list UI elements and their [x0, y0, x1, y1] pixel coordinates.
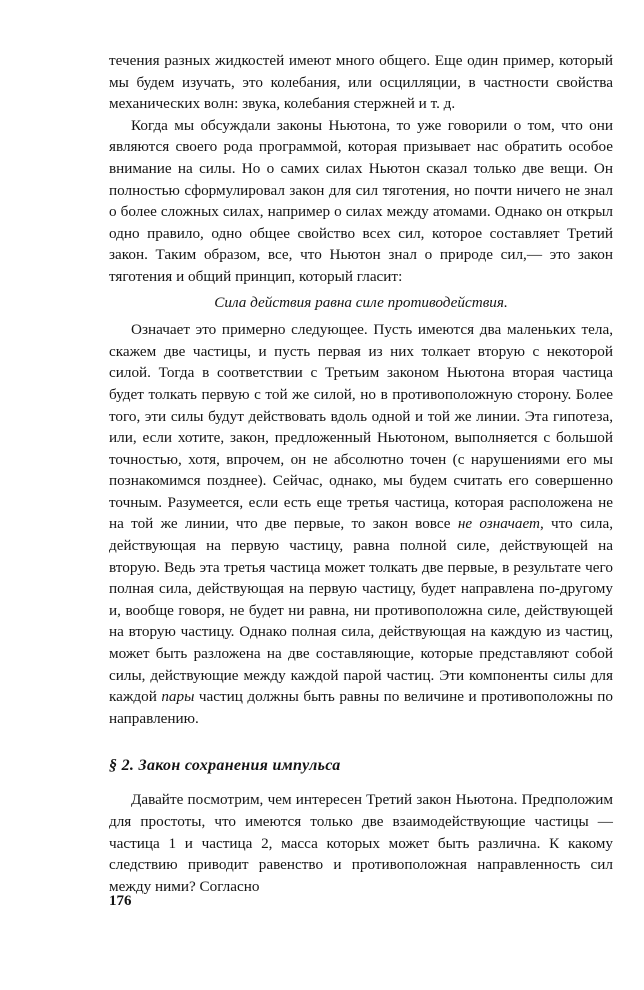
text-run: , что сила, действующая на первую частицу, равна полной силе, действующей на вторую. Ведь эта третья частица может толкать две первые, в результате чего полная сила, действующая на первую частицу, будет направлена по-другому и, вообще говоря, не будет ни равна, ни противоположна силе, действующей на вторую частицу. Однако полная сила, действующая на каждую из частиц, может быть разложена на две составляющие, которые представляют собой силы, действующие между каждой парой частиц. Эти компоненты силы для каждой [109, 515, 613, 706]
third-law-quote: Сила действия равна силе противодействия. [214, 293, 508, 311]
page-number: 176 [109, 893, 132, 909]
text-run: Означает это примерно следующее. Пусть имеются два маленьких тела, скажем две частицы, и пусть первая из них толкает вторую с некоторой силой. Тогда в соответствии с Третьим законом Ньютона вторая частица будет толкать первую с той же силой, но в противоположную сторону. Более того, эти силы будут действовать вдоль одной и той же линии. Эта гипотеза, или, если хотите, закон, предложенный Ньютоном, выполняется с большой точностью, хотя, впрочем, он не абсолютно точен (с нарушениями его мы познакомимся позднее). Сейчас, однако, мы будем считать его совершенно точным. Разумеется, если есть еще третья частица, которая расположена не на той же линии, что две первые, то закон вовсе [109, 321, 613, 533]
emphasis-pairs: пары [161, 688, 195, 706]
paragraph-momentum-intro: Давайте посмотрим, чем интересен Третий закон Ньютона. Предположим для простоты, что имеются только две взаимодействующие частицы — частица 1 и частица 2, масса которых может быть различна. К какому следствию приводит равенство и противоположная направленность сил между ними? Согласно [109, 791, 613, 895]
page-body [109, 50, 613, 897]
section-heading: § 2. Закон сохранения импульса [109, 757, 341, 775]
paragraph-newton-forces: Когда мы обсуждали законы Ньютона, то уже говорили о том, что они являются своего рода программой, которая призывает нас обратить особое внимание на силы. Но о самих силах Ньютон сказал только две вещи. Он полностью сформулировал закон для сил тяготения, но почти ничего не знал о более сложных силах, например о силах между атомами. Однако он открыл одно правило, одно общее свойство всех сил, которое составляет Третий закон. Таким образом, все, что Ньютон знал о природе сил,— это закон тяготения и общий принцип, который гласит: [109, 116, 613, 285]
paragraph-third-law-meaning [109, 319, 613, 729]
paragraph-oscillations: течения разных жидкостей имеют много общего. Еще один пример, который мы будем изучать, это колебания, или осцилляции, в частности свойства механических волн: звука, колебания стержней и т. д. [109, 52, 613, 113]
emphasis-does-not-mean: не означает [457, 515, 540, 533]
text-run: частиц должны быть равны по величине и противоположны по направлению. [109, 688, 613, 727]
